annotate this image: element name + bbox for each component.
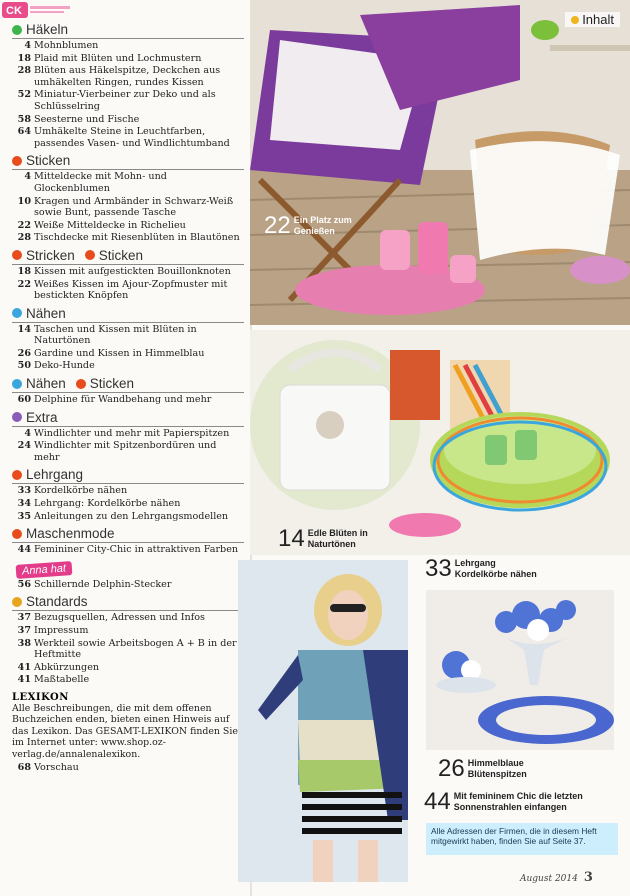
toc-section [12,376,244,406]
toc-page-number: 44 [17,544,31,556]
toc-entry[interactable] [12,279,244,302]
section-heading [12,248,244,265]
caption-page-number: 33 [425,555,452,582]
toc-page-number: 50 [17,360,31,372]
toc-page-number: 41 [17,661,31,673]
toc-entry[interactable] [12,171,244,194]
photo-blue-flowers [426,590,614,750]
toc-page-number: 28 [17,65,31,77]
toc-page-number: 37 [17,612,31,624]
toc-entry-text: Plaid mit Blüten und Lochmustern [34,52,202,64]
section-dot-icon [12,412,22,422]
toc-entry[interactable] [12,348,244,360]
toc-entry[interactable] [12,428,244,440]
toc-entry[interactable] [12,324,244,347]
caption-page-number: 44 [424,788,451,815]
caption-page-number: 26 [438,755,465,782]
caption-text: Himmelblaue Blütenspitzen [467,758,527,779]
toc-entry-text: Kissen mit aufgestickten Bouillonknoten [34,265,231,277]
section-dot-icon [12,25,22,35]
section-title: Maschenmode [26,526,115,542]
toc-entry[interactable] [12,674,244,686]
section-heading [12,22,244,39]
toc-page-number: 37 [17,625,31,636]
lexikon-title: LEXIKON [12,691,69,703]
toc-page-number: 68 [17,762,31,773]
toc-entry-text: Miniatur-Vierbeiner zur Deko und als Schlüsselring [34,89,216,112]
toc-section [12,22,244,149]
bag-basket-illustration [250,330,630,555]
toc-entry[interactable] [12,266,244,278]
toc-entry-text: Tischdecke mit Riesenblüten in Blautönen [34,232,240,244]
toc-page-number: 4 [24,40,31,51]
toc-entry-text: Windlichter und mehr mit Papierspitzen [34,427,230,439]
section-title-secondary: Sticken [89,376,135,392]
section-title: Sticken [26,153,71,169]
toc-entry-text: Windlichter mit Spitzenbordüren und mehr [34,440,217,463]
caption-22 [264,212,356,239]
toc-entry-text: Lehrgang: Kordelkörbe nähen [34,498,181,510]
toc-entry[interactable] [12,360,244,372]
section-title: Standards [26,594,88,610]
page-footer [520,870,593,885]
toc-entry[interactable] [12,511,244,523]
toc-entry[interactable] [12,232,244,244]
caption-44 [424,788,604,815]
toc-entry-text: Mitteldecke mit Mohn- und Glockenblumen [34,171,167,194]
toc-entry-text: Mohnblumen [34,40,99,51]
toc-entry-text: Maßtabelle [34,674,90,686]
toc-section [12,248,244,302]
toc-page-number: 28 [17,232,31,244]
section-dot-icon [12,597,22,607]
toc-entry-text: Werkteil sowie Arbeitsbogen A + B in der Heftmitte [34,637,237,661]
toc-entry-text: Bezugsquellen, Adressen und Infos [34,612,205,624]
section-heading [12,560,244,578]
toc-entry-text: Seesterne und Fische [34,113,140,125]
toc-entry-text: Taschen und Kissen mit Blüten in Naturtönen [34,323,197,347]
addresses-notice: Alle Adressen der Firmen, die in diesem Heft mitgewirkt haben, finden Sie auf Seite 37. [426,823,618,855]
caption-14 [278,525,378,552]
toc-page-number: 41 [17,674,31,686]
toc-page-number: 18 [17,265,31,277]
toc-entry[interactable] [12,89,244,112]
toc-entry-text: Kordelkörbe nähen [34,485,128,497]
toc-page-number: 22 [17,219,31,231]
contents-heading-text: Inhalt [582,12,614,27]
toc-page-number: 64 [17,126,31,138]
toc-entry-text: Blüten aus Häkelspitze, Deckchen aus umhäkelten Ringen, rundes Kissen [34,65,221,88]
toc-section [12,306,244,372]
toc-page-number: 34 [17,498,31,510]
contents-heading [565,12,620,27]
toc-entry[interactable] [12,662,244,674]
section-heading [12,376,244,393]
toc-entry[interactable] [12,114,244,126]
toc-entry[interactable] [12,53,244,65]
toc-entry[interactable] [12,544,244,556]
section-title: Häkeln [26,22,69,37]
toc-entry[interactable] [12,625,244,637]
garden-scene-illustration [250,0,630,325]
toc-entry-text: Delphine für Wandbehang und mehr [34,394,212,406]
toc-entry[interactable] [12,762,244,774]
section-heading [12,526,244,543]
toc-page-number: 18 [17,52,31,64]
toc-section [12,526,244,556]
toc-entry-text: Kragen und Armbänder in Schwarz-Weiß sowie Bunt, passende Tasche [34,195,234,219]
toc-entry[interactable] [12,40,244,52]
caption-text: Edle Blüten in Naturtönen [307,528,368,549]
toc-entry-text: Femininer City-Chic in attraktiven Farben [34,544,239,556]
toc-page-number: 52 [17,89,31,101]
caption-26 [438,755,548,782]
section-heading [12,410,244,427]
lexikon-text: Alle Beschreibungen, die mit dem offenen Buchzeichen enden, bieten einen Hinweis auf das Lexikon. Das GESAMT-LEXIKON finden Sie im Internet unter: www.shop.oz-verlag.de/annalenalexikon. [12,702,238,760]
toc-section [12,410,244,464]
section-title-secondary: Sticken [98,247,144,263]
section-dot-icon [12,470,22,480]
toc-page-number: 26 [17,347,31,359]
toc-entry-text: Impressum [34,625,89,636]
toc-entry[interactable] [12,579,244,591]
section-title: Lehrgang [26,467,84,483]
toc-entry[interactable] [12,126,244,149]
toc-section [12,594,244,686]
toc-entry[interactable] [12,498,244,510]
toc-page-number: 33 [17,485,31,497]
toc-entry-text: Weißes Kissen im Ajour-Zopfmuster mit bestickten Knöpfen [34,278,228,302]
section-title: Stricken [26,247,75,263]
toc-entry[interactable] [12,612,244,624]
caption-text: Ein Platz zum Genießen [293,215,352,236]
section-heading [12,467,244,484]
toc-entry[interactable] [12,196,244,219]
logo-text: CK [6,5,22,17]
photo-fashion-model [238,560,408,882]
toc-entry-text: Abkürzungen [34,661,100,673]
caption-page-number: 14 [278,525,305,552]
anna-hat-badge: Anna hat [16,561,73,579]
section-heading [12,306,244,323]
section-dot-icon [85,250,95,260]
section-dot-icon [12,379,22,389]
blue-flowers-illustration [426,590,614,750]
toc-entry[interactable] [12,65,244,88]
photo-bag-and-basket [250,330,630,555]
toc-section [12,467,244,522]
section-dot-icon [76,379,86,389]
caption-text: Mit femininem Chic die letzten Sonnenstrahlen einfangen [453,791,583,812]
caption-page-number: 22 [264,212,291,239]
toc-page-number: 38 [17,637,31,649]
caption-33 [425,555,550,582]
model-illustration [238,560,408,882]
toc-page-number: 4 [24,427,31,439]
toc-entry[interactable] [12,440,244,463]
section-title: Nähen [26,305,66,321]
toc-page-number: 35 [17,510,31,522]
toc-entry-text: Gardine und Kissen in Himmelblau [34,347,205,359]
toc-section [12,153,244,244]
section-title: Nähen [26,376,66,392]
toc-page-number: 22 [17,278,31,290]
toc-entry[interactable] [12,638,244,661]
section-heading [12,153,244,170]
section-heading [12,594,244,611]
toc-entry[interactable] [12,485,244,497]
section-dot-icon [12,308,22,318]
toc-entry-text: Weiße Mitteldecke in Richelieu [34,219,186,231]
table-of-contents [12,18,244,774]
section-dot-icon [12,250,22,260]
toc-page-number: 10 [17,195,31,207]
toc-page-number: 56 [17,578,31,590]
toc-entry-text: Umhäkelte Steine in Leuchtfarben, passendes Vasen- und Windlichtumband [34,126,230,149]
toc-page-number: 58 [17,113,31,125]
toc-page-number: 14 [17,323,31,335]
toc-entry-text: Anleitungen zu den Lehrgangsmodellen [34,510,229,522]
toc-entry-text: Vorschau [34,762,79,773]
toc-entry-text: Deko-Hunde [34,360,95,372]
toc-page-number: 4 [24,171,31,183]
toc-entry[interactable] [12,220,244,232]
toc-page-number: 24 [17,440,31,452]
toc-section [12,560,244,591]
toc-entry[interactable] [12,394,244,406]
toc-entry-text: Schillernde Delphin-Stecker [34,578,172,590]
section-dot-icon [12,529,22,539]
photo-garden-chair [250,0,630,325]
caption-text: Lehrgang Kordelkörbe nähen [454,558,537,579]
page-number: 3 [583,870,593,885]
toc-page-number: 60 [17,394,31,406]
issue-month: August 2014 [520,874,578,884]
yellow-dot-icon [571,16,579,24]
section-dot-icon [12,156,22,166]
section-title: Extra [26,409,58,425]
